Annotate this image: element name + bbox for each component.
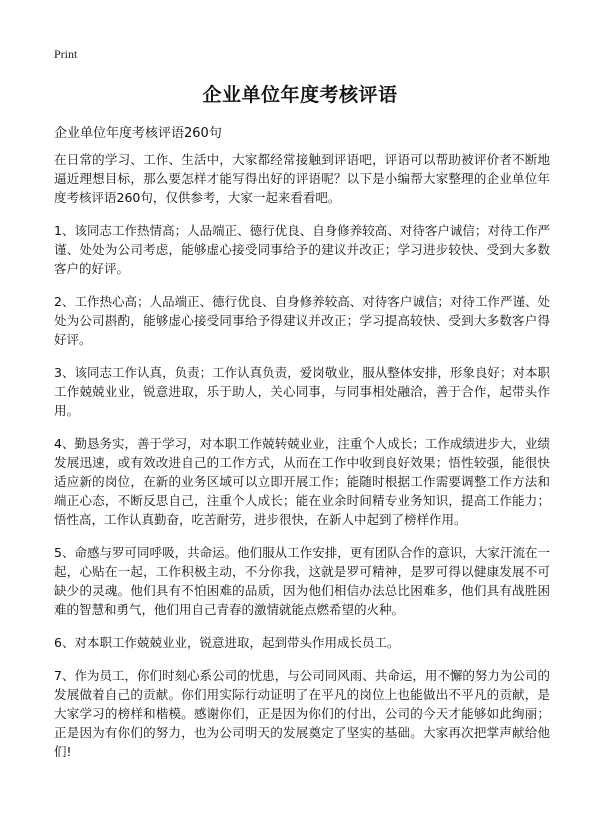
comment-paragraph-1: 1、该同志工作热情高；人品端正、德行优良、自身修养较高、对待客户诚信；对待工作严谨、处处为公司考虑，能够虚心接受同事给予的建议并改正；学习进步较快、受到大多数客户的好评。 xyxy=(54,223,550,276)
intro-paragraph: 在日常的学习、工作、生活中，大家都经常接触到评语吧，评语可以帮助被评价者不断地逼近理想目标，那么要怎样才能写得出好的评语呢？以下是小编帮大家整理的企业单位年度考核评语260句，仅供参考，大家一起来看看吧。 xyxy=(54,152,550,205)
page-title: 企业单位年度考核评语 xyxy=(202,84,398,106)
comment-paragraph-5: 5、命感与罗可同呼吸，共命运。他们服从工作安排，更有团队合作的意识，大家汗流在一起，心贴在一起，工作积极主动，不分你我，这就是罗可精神，是罗可得以健康发展不可缺少的灵魂。他们具有不怕困难的品质，因为他们相信办法总比困难多，他们具有战胜困难的智慧和勇气，他们用自己青春的激情就能点燃希望的火种。 xyxy=(54,545,550,617)
document-subtitle: 企业单位年度考核评语260句 xyxy=(54,126,222,141)
comment-paragraph-2: 2、工作热心高；人品端正、德行优良、自身修养较高、对待客户诚信；对待工作严谨、处处为公司斟酌，能够虚心接受同事给予得建议并改正；学习提高较快、受到大多数客户得好评。 xyxy=(54,294,550,347)
comment-paragraph-4: 4、勤恳务实，善于学习，对本职工作兢转兢业业，注重个人成长；工作成绩进步大，业绩发展迅速，或有效改进自己的工作方式，从而在工作中收到良好效果；悟性较强，能很快适应新的岗位，在新的业务区域可以立即开展工作；能随时根据工作需要调整工作方法和端正心态，不断反思自己，注重个人成长；能在业余时间精专业务知识，提高工作能力；悟性高，工作认真勤奋，吃苦耐劳，进步很快，在新人中起到了榜样作用。 xyxy=(54,436,550,527)
document-body xyxy=(54,150,550,775)
print-link[interactable]: Print xyxy=(54,47,78,61)
comment-paragraph-6: 6、对本职工作兢兢业业，锐意进取，起到带头作用成长员工。 xyxy=(54,635,400,650)
comment-paragraph-3: 3、该同志工作认真，负责；工作认真负责，爱岗敬业，服从整体安排，形象良好；对本职工作兢兢业业，锐意进取，乐于助人，关心同事，与同事相处融洽，善于合作，起带头作用。 xyxy=(54,365,550,418)
comment-paragraph-7: 7、作为员工，你们时刻心系公司的忧患，与公司同风雨、共命运，用不懈的努力为公司的发展做着自己的贡献。你们用实际行动证明了在平凡的岗位上也能做出不平凡的贡献，是大家学习的榜样和楷模。感谢你们，正是因为你们的付出，公司的今天才能够如此绚丽；正是因为有你们的努力，也为公司明天的发展奠定了坚实的基础。大家再次把掌声献给他们! xyxy=(54,668,550,759)
